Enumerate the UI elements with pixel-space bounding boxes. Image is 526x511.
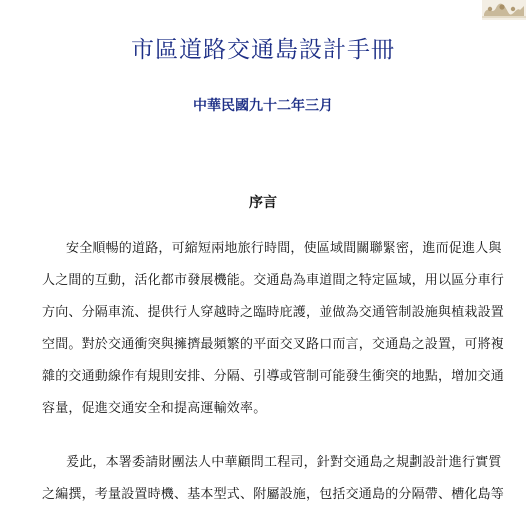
publication-date: 中華民國九十二年三月 [193, 98, 333, 114]
paragraph-line: 雜的交通動線作有規則安排、分隔、引導或管制可能發生衝突的地點，增加交通 [42, 369, 505, 384]
body-paragraph [42, 447, 505, 511]
paragraph-line: 方向、分隔車流、提供行人穿越時之臨時庇護，並做為交通管制設施與植栽設置 [42, 305, 505, 320]
paragraph-line: 空間。對於交通衝突與擁擠最頻繁的平面交叉路口而言，交通島之設置，可將複 [42, 337, 505, 352]
paragraph-line: 爰此，本署委請財團法人中華顧問工程司，針對交通島之規劃設計進行實質 [66, 455, 502, 470]
page-title: 市區道路交通島設計手冊 [131, 37, 395, 63]
paragraph-line: 人之間的互動，活化都市發展機能。交通島為車道間之特定區域，用以區分車行 [42, 273, 505, 288]
corner-logo-icon [482, 0, 526, 20]
paragraph-line: 容量，促進交通安全和提高運輸效率。 [42, 401, 267, 416]
section-heading: 序言 [249, 195, 277, 211]
paragraph-line: 之編撰，考量設置時機、基本型式、附屬設施，包括交通島的分隔帶、槽化島等 [42, 487, 505, 502]
body-paragraph [42, 233, 505, 425]
paragraph-line: 安全順暢的道路，可縮短兩地旅行時間，使區域間關聯緊密，進而促進人與 [66, 241, 502, 256]
